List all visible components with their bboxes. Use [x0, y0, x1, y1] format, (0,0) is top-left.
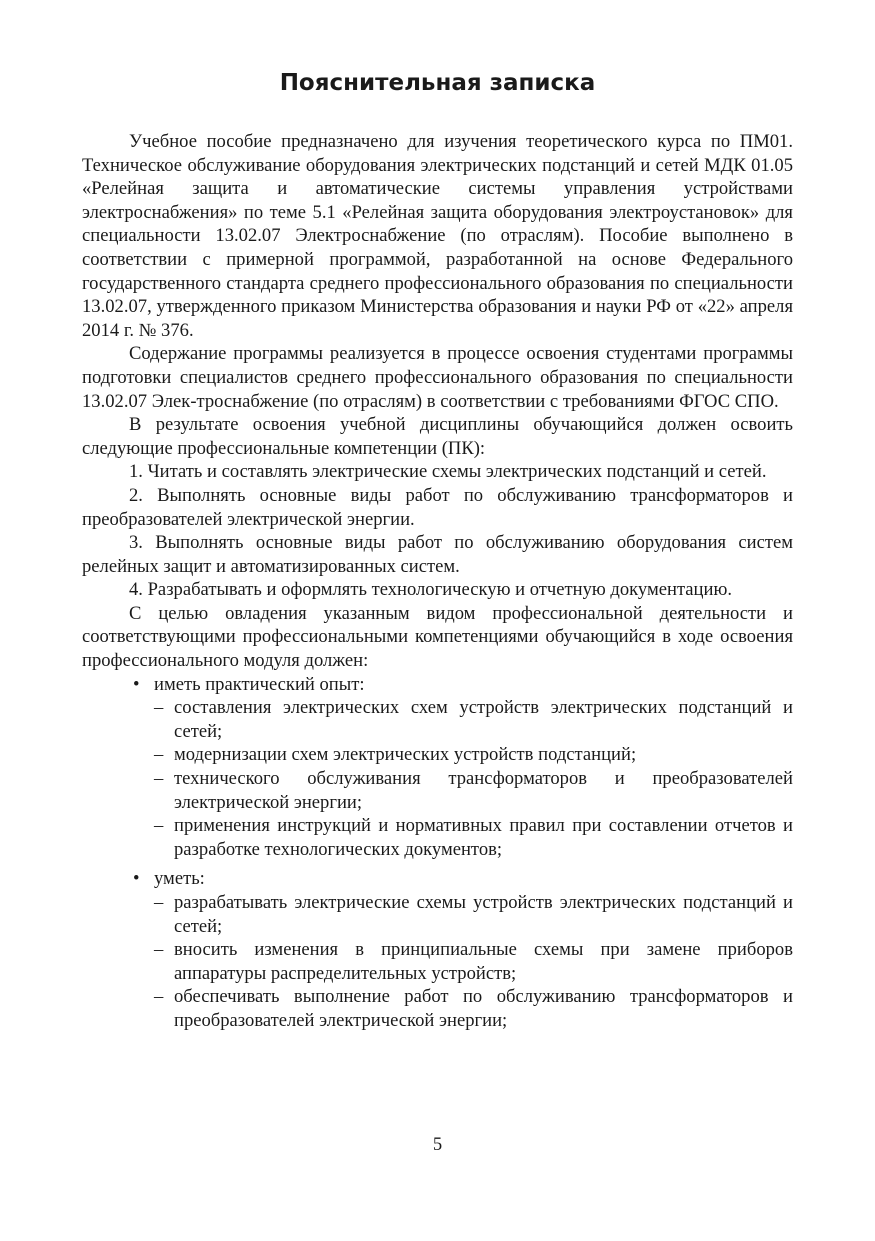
- dash-icon: –: [154, 768, 164, 790]
- competency-item: 4. Разрабатывать и оформлять технологическую и отчетную документацию.: [129, 579, 732, 601]
- list-item: [82, 743, 793, 767]
- competency-item: 2. Выполнять основные виды работ по обслуживанию трансформаторов и преобразователей электрической энергии.: [82, 484, 793, 530]
- list-item-text: обеспечивать выполнение работ по обслуживанию трансформаторов и преобразователей электрической энергии;: [174, 986, 793, 1031]
- paragraph-program-content: Содержание программы реализуется в процессе освоения студентами программы подготовки специалистов среднего профессионального образования по специальности 13.02.07 Элек-троснабжение (по отраслям) в соответствии с требованиями ФГОС СПО.: [82, 343, 793, 412]
- paragraph-competencies-intro: В результате освоения учебной дисциплины обучающийся должен освоить следующие профессиональные компетенции (ПК):: [82, 414, 793, 459]
- list-item-text: вносить изменения в принципиальные схемы при замене приборов аппаратуры распределительных устройств;: [174, 939, 793, 984]
- competency-item: 3. Выполнять основные виды работ по обслуживанию оборудования систем релейных защит и автоматизированных систем.: [82, 532, 793, 577]
- document-page: [82, 64, 793, 1039]
- dash-icon: –: [154, 815, 164, 837]
- list-item-text: составления электрических схем устройств электрических подстанций и сетей;: [174, 697, 793, 742]
- list-item-text: технического обслуживания трансформаторов и преобразователей электрической энергии;: [174, 768, 793, 813]
- dash-icon: –: [154, 697, 164, 719]
- list-item-text: применения инструкций и нормативных правил при составлении отчетов и разработке технологических документов;: [174, 815, 793, 860]
- dash-icon: –: [154, 939, 164, 961]
- bullet-label: иметь практический опыт:: [154, 673, 365, 695]
- list-item: [82, 767, 793, 814]
- page-title: Пояснительная записка: [279, 70, 596, 96]
- list-item: [82, 985, 793, 1032]
- bullet-skills: [82, 867, 793, 891]
- page-number: 5: [432, 1134, 443, 1155]
- list-item: [82, 938, 793, 985]
- bullet-icon: •: [133, 868, 140, 890]
- dash-icon: –: [154, 892, 164, 913]
- list-item: [82, 814, 793, 861]
- list-item-text: разрабатывать электрические схемы устройств электрических подстанций и сетей;: [174, 892, 793, 937]
- bullet-label: уметь:: [154, 868, 205, 890]
- bullet-icon: •: [133, 673, 140, 695]
- practical-experience-list: [82, 696, 793, 861]
- list-item: [82, 696, 793, 743]
- list-item-text: модернизации схем электрических устройств подстанций;: [174, 744, 637, 766]
- paragraph-intro: Учебное пособие предназначено для изучения теоретического курса по ПМ01. Техническое обслуживание оборудования электрических подстанций и сетей МДК 01.05 «Релейная защита и автоматические системы управления устройствами электроснабжения» по теме 5.1 «Релейная защита оборудования электроустановок» для специальности 13.02.07 Электроснабжение (по отраслям). Пособие выполнено в соответствии с примерной программой, разработанной на основе Федерального государственного стандарта среднего профессионального образования по специальности 13.02.07, утвержденного приказом Министерства образования и науки РФ от «22» апреля 2014 г. № 376.: [82, 131, 793, 341]
- dash-icon: –: [154, 986, 164, 1008]
- list-item: [82, 891, 793, 938]
- paragraph-module-goal: С целью овладения указанным видом профессиональной деятельности и соответствующими профессиональными компетенциями обучающийся в ходе освоения профессионального модуля должен:: [82, 602, 793, 672]
- competency-item: 1. Читать и составлять электрические схемы электрических подстанций и сетей.: [129, 461, 767, 483]
- dash-icon: –: [154, 744, 164, 766]
- skills-list: [82, 891, 793, 1033]
- bullet-practical-experience: [82, 673, 793, 697]
